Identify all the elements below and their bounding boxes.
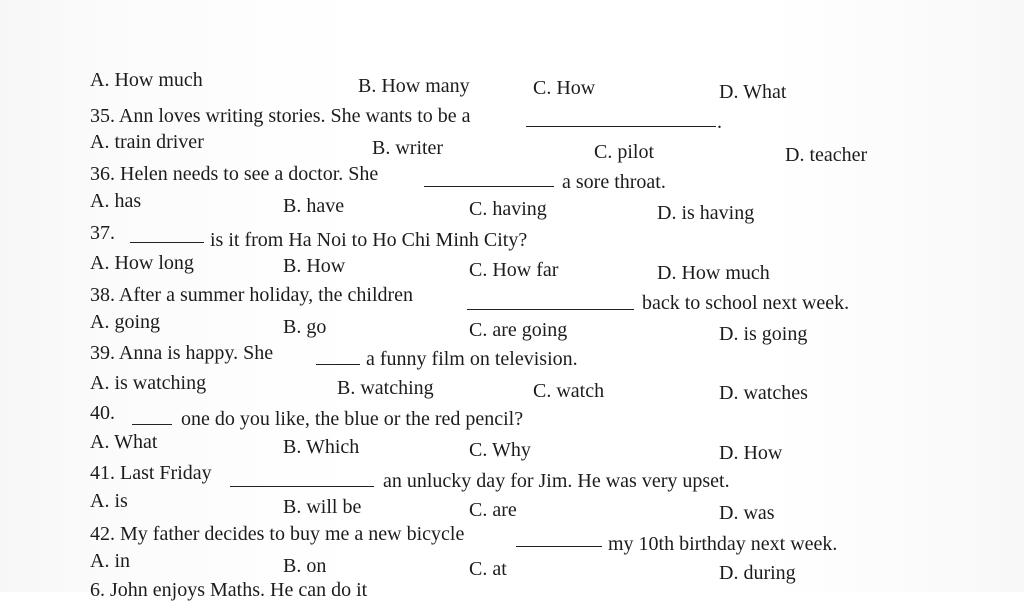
q38-stem-before: 38. After a summer holiday, the children: [90, 284, 414, 306]
q35-option-a: A. train driver: [90, 131, 204, 153]
q41-option-d: D. was: [719, 502, 775, 524]
q39-stem-after: a funny film on television.: [366, 348, 578, 370]
q40-stem-after: one do you like, the blue or the red pencil?: [181, 408, 524, 430]
q42-option-d: D. during: [719, 562, 796, 584]
q41-option-c: C. are: [469, 499, 517, 521]
q38-option-a: A. going: [90, 311, 160, 333]
q38-option-d: D. is going: [719, 323, 808, 345]
q42-stem-after: my 10th birthday next week.: [608, 533, 838, 555]
q37-stem-after: is it from Ha Noi to Ho Chi Minh City?: [210, 229, 528, 251]
q35-option-b: B. writer: [372, 137, 444, 159]
q42-option-b: B. on: [283, 555, 327, 577]
q36-stem-before: 36. Helen needs to see a doctor. She: [90, 163, 379, 185]
q41-stem-before: 41. Last Friday: [90, 462, 212, 484]
q39-option-a: A. is watching: [90, 372, 207, 394]
q42-stem-before: 42. My father decides to buy me a new bicycle: [90, 523, 465, 545]
q42-option-a: A. in: [90, 550, 130, 572]
q34-option-c: C. How: [533, 77, 596, 99]
q39-option-d: D. watches: [719, 382, 808, 404]
q35-blank: [526, 126, 716, 127]
q36-stem-after: a sore throat.: [562, 171, 666, 193]
q41-option-a: A. is: [90, 490, 128, 512]
q40-option-d: D. How: [719, 442, 783, 464]
q34-option-b: B. How many: [358, 75, 470, 97]
q37-option-a: A. How long: [90, 252, 194, 274]
q36-option-a: A. has: [90, 190, 142, 212]
q40-blank: [132, 424, 172, 425]
q34-option-d: D. What: [719, 81, 787, 103]
q37-option-c: C. How far: [469, 259, 559, 281]
q41-option-b: B. will be: [283, 496, 362, 518]
q37-option-d: D. How much: [657, 262, 770, 284]
q35-stem-before: 35. Ann loves writing stories. She wants to be a: [90, 105, 471, 127]
q43-partial-stem: 6. John enjoys Maths. He can do it: [90, 579, 368, 601]
q40-option-c: C. Why: [469, 439, 531, 461]
q35-option-d: D. teacher: [785, 144, 868, 166]
q38-option-b: B. go: [283, 316, 327, 338]
q41-blank: [230, 486, 374, 487]
q36-option-c: C. having: [469, 198, 547, 220]
q40-option-a: A. What: [90, 431, 158, 453]
q36-option-d: D. is having: [657, 202, 755, 224]
q34-option-a: A. How much: [90, 69, 203, 91]
q38-option-c: C. are going: [469, 319, 568, 341]
q37-stem-before: 37.: [90, 222, 115, 244]
q38-blank: [467, 309, 634, 310]
q38-stem-after: back to school next week.: [642, 292, 850, 314]
q42-option-c: C. at: [469, 558, 507, 580]
q39-blank: [316, 364, 360, 365]
q36-blank: [424, 186, 554, 187]
q39-stem-before: 39. Anna is happy. She: [90, 342, 274, 364]
q40-option-b: B. Which: [283, 436, 360, 458]
q39-option-c: C. watch: [533, 380, 605, 402]
q35-option-c: C. pilot: [594, 141, 655, 163]
q35-stem-after: .: [717, 111, 722, 133]
q42-blank: [516, 546, 602, 547]
q40-stem-before: 40.: [90, 402, 115, 424]
q41-stem-after: an unlucky day for Jim. He was very upset.: [383, 470, 730, 492]
q36-option-b: B. have: [283, 195, 345, 217]
q37-option-b: B. How: [283, 255, 346, 277]
q37-blank: [130, 242, 204, 243]
q39-option-b: B. watching: [337, 377, 434, 399]
